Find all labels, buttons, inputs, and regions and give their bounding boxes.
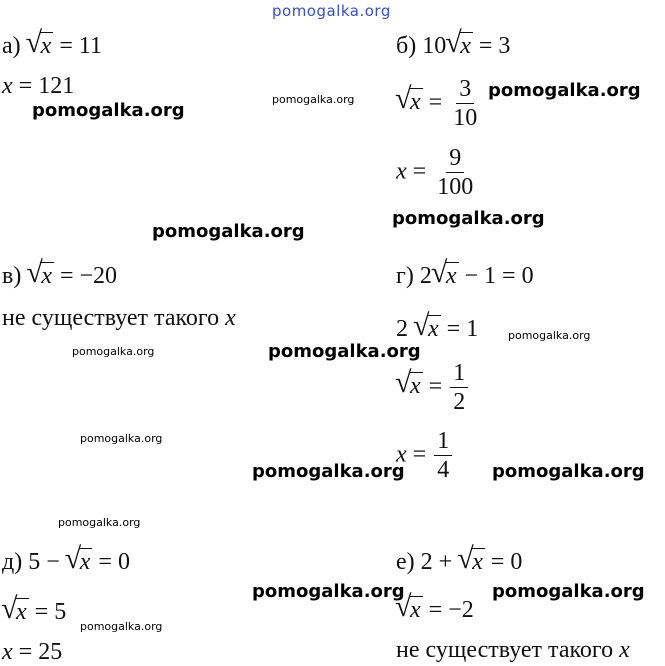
problem-e-conclusion: не существует такого x: [396, 637, 630, 663]
fraction: $\frac{3}{10}$: [453, 76, 478, 132]
problem-g-step1: 2 √ x = 1: [396, 309, 479, 342]
problem-b-step1: √ x = $\frac{3}{10}$: [396, 76, 482, 132]
problem-v-conclusion: не существует такого x: [2, 305, 236, 331]
problem-g-step3: x = $\frac{1}{4}$: [396, 428, 454, 484]
watermark: pomogalka.org: [492, 461, 645, 482]
watermark-top: pomogalka.org: [272, 2, 391, 20]
problem-e-step1: √ x = −2: [395, 590, 474, 623]
watermark: pomogalka.org: [252, 461, 405, 482]
sqrt-symbol: √ x: [25, 26, 52, 59]
problem-d-label: д): [2, 549, 23, 575]
sqrt-symbol: √ x: [26, 256, 52, 289]
problem-a-solution: x = 121: [2, 73, 75, 99]
problem-b-equation: б) 10 √ x = 3: [396, 26, 511, 59]
watermark: pomogalka.org: [32, 100, 185, 121]
problem-b-step2: x = $\frac{9}{100}$: [396, 145, 478, 201]
problem-a-label: а): [2, 33, 21, 59]
fraction: $\frac{1}{4}$: [434, 428, 452, 484]
watermark: pomogalka.org: [392, 208, 545, 229]
sqrt-symbol: √ x: [1, 592, 27, 625]
watermark: pomogalka.org: [272, 93, 355, 106]
watermark: pomogalka.org: [508, 329, 591, 342]
watermark: pomogalka.org: [58, 516, 141, 529]
problem-g-equation: г) 2 √ x − 1 = 0: [396, 256, 534, 289]
sqrt-symbol: √ x: [64, 542, 91, 575]
watermark: pomogalka.org: [252, 581, 405, 602]
problem-e-label: е): [396, 549, 415, 575]
problem-v-equation: в) √ x = −20: [2, 256, 118, 289]
fraction: $\frac{9}{100}$: [437, 145, 474, 201]
sqrt-symbol: √ x: [395, 366, 421, 400]
watermark: pomogalka.org: [152, 221, 305, 242]
problem-d-equation: д) 5 − √ x = 0: [2, 542, 130, 575]
fraction: $\frac{1}{2}$: [450, 360, 468, 416]
sqrt-symbol: √ x: [395, 82, 421, 116]
problem-d-step1: √ x = 5: [1, 592, 67, 625]
sqrt-symbol: √ x: [413, 309, 439, 342]
problem-e-equation: е) 2 + √ x = 0: [396, 542, 523, 575]
problem-g-step2: √ x = $\frac{1}{2}$: [396, 360, 470, 416]
problem-a-equation: а) √ x = 11: [2, 26, 102, 59]
watermark: pomogalka.org: [268, 341, 421, 362]
problem-v-label: в): [2, 263, 22, 289]
problem-g-label: г): [396, 263, 414, 289]
sqrt-symbol: √ x: [457, 542, 483, 575]
watermark: pomogalka.org: [492, 581, 645, 602]
sqrt-symbol: √ x: [430, 256, 457, 289]
sqrt-symbol: √ x: [445, 26, 471, 59]
problem-d-step2: x = 25: [2, 639, 63, 665]
watermark: pomogalka.org: [80, 620, 163, 633]
watermark: pomogalka.org: [72, 345, 155, 358]
watermark: pomogalka.org: [80, 432, 163, 445]
sqrt-symbol: √ x: [395, 590, 421, 623]
problem-b-label: б): [396, 33, 417, 59]
watermark: pomogalka.org: [488, 80, 641, 101]
